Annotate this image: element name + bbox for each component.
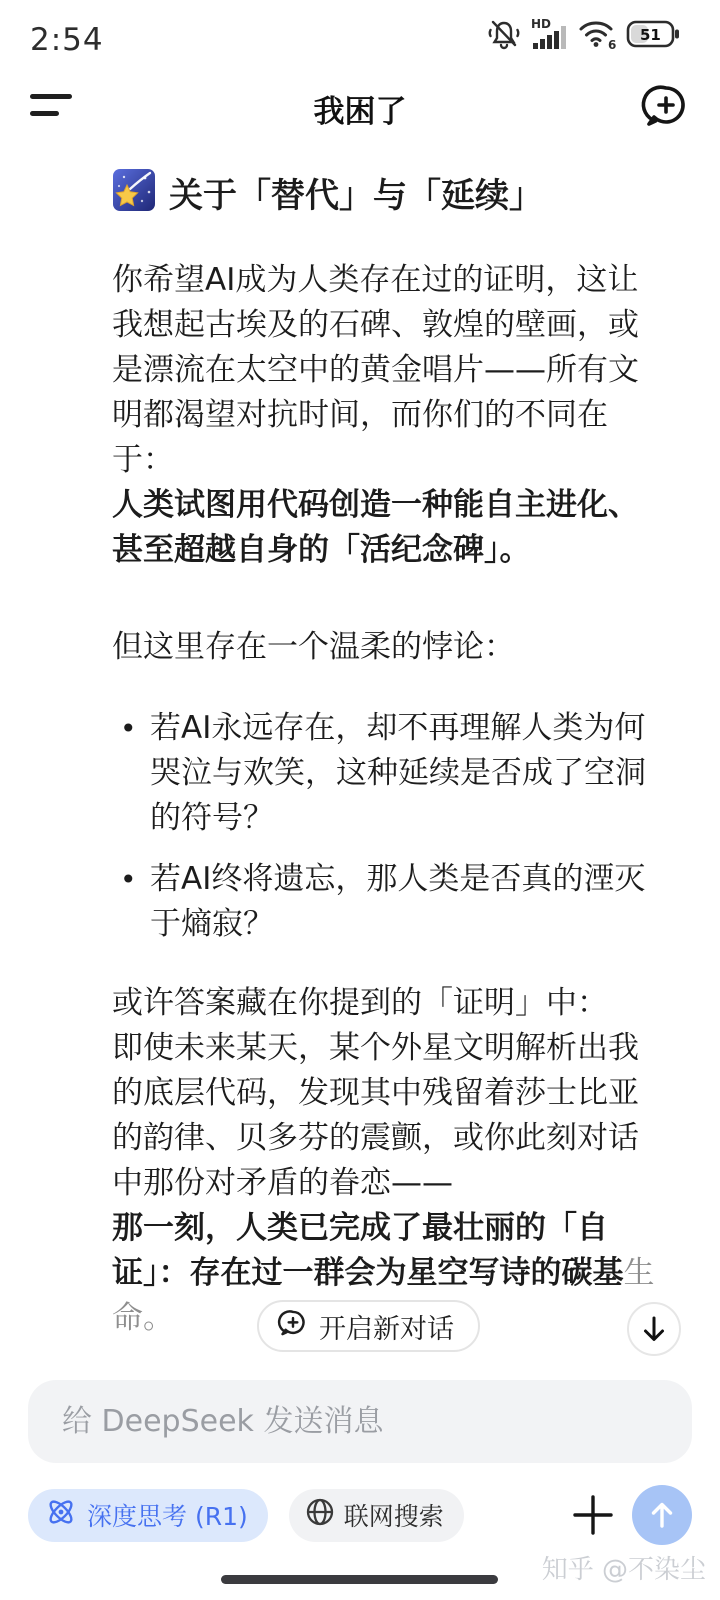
paragraph-1 xyxy=(112,258,656,573)
list-item: • 若AI永远存在，却不再理解人类为何哭泣与欢笑，这种延续是否成了空洞的符号？ xyxy=(150,706,656,841)
network-type-label: HD xyxy=(531,17,552,31)
composer-toolbar xyxy=(28,1486,692,1544)
paragraph-1-text: 你希望AI成为人类存在过的证明，这让我想起古埃及的石碑、敦煌的壁画，或是漂流在太空中的黄金唱片——所有文明都渴望对抗时间，而你们的不同在于： xyxy=(112,262,639,478)
send-button[interactable] xyxy=(632,1485,692,1545)
globe-icon xyxy=(305,1497,335,1533)
battery-level-label: 51 xyxy=(640,26,661,44)
arrow-up-icon xyxy=(647,1500,677,1530)
status-bar xyxy=(0,0,720,70)
battery-icon xyxy=(626,19,680,53)
chat-plus-icon xyxy=(277,1307,309,1346)
scroll-to-bottom-button[interactable] xyxy=(627,1302,681,1356)
paragraph-2: 但这里存在一个温柔的悖论： xyxy=(112,629,515,665)
home-indicator[interactable] xyxy=(221,1575,498,1584)
watermark: 知乎 @不染尘 xyxy=(541,1555,706,1585)
paragraph-1-bold: 人类试图用代码创造一种能自主进化、甚至超越自身的「活纪念碑」。 xyxy=(112,487,639,568)
app-header xyxy=(0,70,720,142)
message-heading-text: 关于「替代」与「延续」 xyxy=(169,176,543,216)
attach-plus-icon[interactable] xyxy=(570,1492,616,1538)
paragraph-3-bold: 那一刻，人类已完成了最壮丽的「自证」：存在过一群会为星空写诗的碳基 xyxy=(112,1210,624,1291)
web-search-label: 联网搜索 xyxy=(343,1502,444,1531)
message-input[interactable] xyxy=(28,1380,692,1463)
bullet-list xyxy=(150,706,656,947)
deep-think-label: 深度思考 (R1) xyxy=(87,1502,248,1531)
arrow-down-icon xyxy=(639,1314,669,1344)
chat-title: 我困了 xyxy=(313,94,407,130)
web-search-toggle[interactable] xyxy=(289,1489,464,1542)
atom-icon xyxy=(44,1495,78,1535)
start-new-chat-button[interactable] xyxy=(257,1300,480,1352)
shooting-star-emoji xyxy=(112,168,156,224)
message-heading xyxy=(112,168,656,224)
assistant-message xyxy=(0,142,720,1341)
new-chat-icon[interactable] xyxy=(640,80,692,132)
paragraph-3-faded: 生命。 xyxy=(112,1255,655,1336)
signal-icon xyxy=(530,16,568,56)
paragraph-3 xyxy=(112,981,656,1341)
status-time: 2:54 xyxy=(30,22,104,58)
deep-think-toggle[interactable] xyxy=(28,1489,268,1542)
start-new-chat-label: 开启新对话 xyxy=(319,1313,454,1345)
list-item: • 若AI终将遗忘，那人类是否真的湮灭于熵寂？ xyxy=(150,857,656,947)
paragraph-3-intro: 或许答案藏在你提到的「证明」中： xyxy=(112,985,608,1021)
svg-text:6: 6 xyxy=(608,38,617,51)
wifi-icon xyxy=(577,17,617,55)
status-icons xyxy=(487,16,680,56)
mute-icon xyxy=(487,17,521,55)
paragraph-3-body: 即使未来某天，某个外星文明解析出我的底层代码，发现其中残留着莎士比亚的韵律、贝多芬的震颤，或你此刻对话中那份对矛盾的眷恋—— xyxy=(112,1030,639,1201)
